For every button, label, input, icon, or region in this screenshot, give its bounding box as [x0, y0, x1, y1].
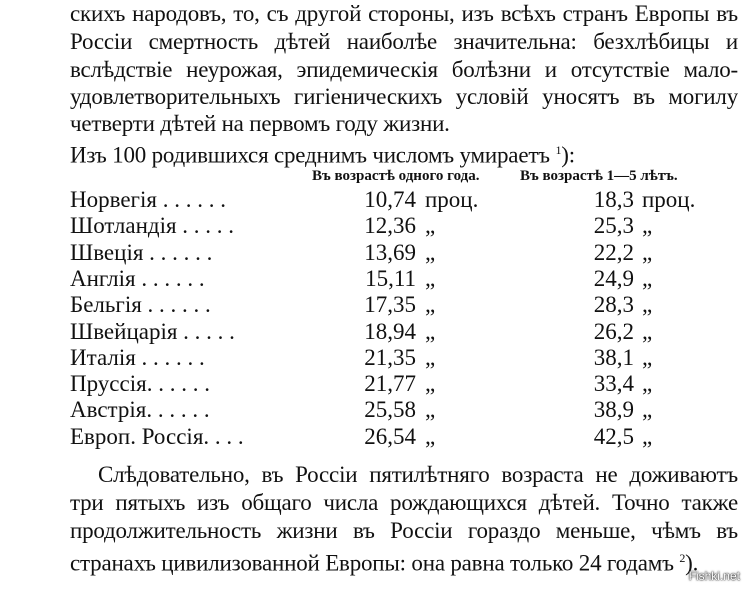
cell-country: Англія . . . . . .: [70, 265, 205, 291]
cell-u2: „: [642, 318, 653, 344]
cell-country: Норвегія . . . . . .: [70, 187, 226, 212]
cell-v1: 10,74: [364, 187, 416, 212]
col-header-one-year: Въ возрастѣ одного года.: [312, 168, 480, 184]
table-row: [70, 266, 710, 292]
table-row: [70, 345, 710, 371]
cell-u2: „: [642, 423, 653, 449]
text-line: продолжительность жизни въ Россіи гораздо меньше, чѣмъ въ: [70, 518, 738, 543]
cell-u2: проц.: [642, 187, 696, 212]
cell-v2: 24,9: [593, 265, 634, 291]
cell-v1: 12,36: [364, 213, 416, 239]
cell-u1: „: [425, 239, 436, 265]
text-line: четверти дѣтей на первомъ году жизни.: [70, 111, 450, 136]
cell-v2: 38,1: [593, 344, 634, 370]
cell-v1: 21,35: [364, 344, 416, 370]
cell-u1: „: [425, 265, 436, 291]
cell-v1: 26,54: [364, 423, 416, 449]
cell-v2: 18,3: [593, 187, 634, 212]
cell-u2: „: [642, 344, 653, 370]
cell-u1: „: [425, 344, 436, 370]
cell-u2: „: [642, 292, 653, 318]
cell-v1: 25,58: [364, 397, 416, 423]
cell-v1: 21,77: [364, 371, 416, 397]
table-row: [70, 240, 710, 266]
cell-country: Шотландія . . . . .: [70, 213, 235, 239]
table-row: [70, 319, 710, 345]
cell-v1: 15,11: [365, 265, 416, 291]
cell-v2: 22,2: [593, 239, 634, 265]
text-end: ).: [685, 550, 699, 576]
cell-v2: 26,2: [593, 318, 634, 344]
table-row: [70, 187, 710, 213]
cell-country: Швейцарія . . . . .: [70, 318, 235, 344]
cell-u2: „: [642, 265, 653, 291]
cell-u1: проц.: [425, 187, 479, 212]
text-line: скихъ народовъ, то, съ другой стороны, изъ всѣхъ странъ Европы въ: [70, 1, 738, 26]
table-row: [70, 397, 710, 423]
cell-u1: „: [425, 292, 436, 318]
cell-u1: „: [425, 423, 436, 449]
table-intro: [70, 137, 575, 169]
text-line: вслѣдствіе неурожая, эпидемическія болѣзни и отсутствіе мало-: [70, 57, 738, 82]
text-line: Слѣдовательно, въ Россіи пятилѣтняго возраста не доживаютъ: [98, 462, 738, 487]
cell-country: Пруссія. . . . . .: [70, 371, 210, 397]
text-line: удовлетворительныхъ гигіеническихъ условій уносятъ въ могилу: [70, 84, 738, 109]
cell-u1: „: [425, 318, 436, 344]
cell-v1: 17,35: [364, 292, 416, 318]
intro-text: Изъ 100 родившихся среднимъ числомъ умираетъ: [70, 142, 550, 168]
text: странахъ цивилизованной Европы: она равна только 24 годамъ: [70, 550, 674, 576]
watermark: Fishki.net: [688, 569, 740, 583]
cell-v2: 42,5: [593, 423, 634, 449]
cell-country: Бельгія . . . . . .: [70, 292, 211, 318]
cell-v2: 38,9: [593, 397, 634, 423]
table-row: [70, 371, 710, 397]
col-header-1-5-years: Въ возрастѣ 1—5 лѣтъ.: [520, 168, 678, 184]
table-row: [70, 213, 710, 239]
cell-u2: „: [642, 371, 653, 397]
cell-u2: „: [642, 397, 653, 423]
cell-country: Австрія. . . . . .: [70, 397, 210, 423]
text-line: Россіи смертность дѣтей наиболѣе значительна: безхлѣбицы и: [70, 29, 738, 54]
table-row: [70, 424, 710, 450]
text-line: [70, 545, 698, 577]
intro-end: ):: [561, 142, 575, 168]
table-row: [70, 292, 710, 318]
cell-country: Швеція . . . . . .: [70, 239, 213, 265]
cell-country: Европ. Россія. . . .: [70, 423, 244, 449]
cell-u2: „: [642, 213, 653, 239]
cell-v1: 18,94: [364, 318, 416, 344]
footnote-ref: 1: [555, 143, 562, 157]
footnote-ref: 2: [679, 551, 686, 565]
cell-u1: „: [425, 371, 436, 397]
text-line: три пятыхъ изъ общаго числа рождающихся дѣтей. Точно также: [70, 490, 738, 515]
cell-country: Италія . . . . . .: [70, 344, 205, 370]
cell-v2: 28,3: [593, 292, 634, 318]
cell-v2: 25,3: [593, 213, 634, 239]
cell-v2: 33,4: [593, 371, 634, 397]
cell-u1: „: [425, 213, 436, 239]
cell-u1: „: [425, 397, 436, 423]
cell-v1: 13,69: [364, 239, 416, 265]
cell-u2: „: [642, 239, 653, 265]
